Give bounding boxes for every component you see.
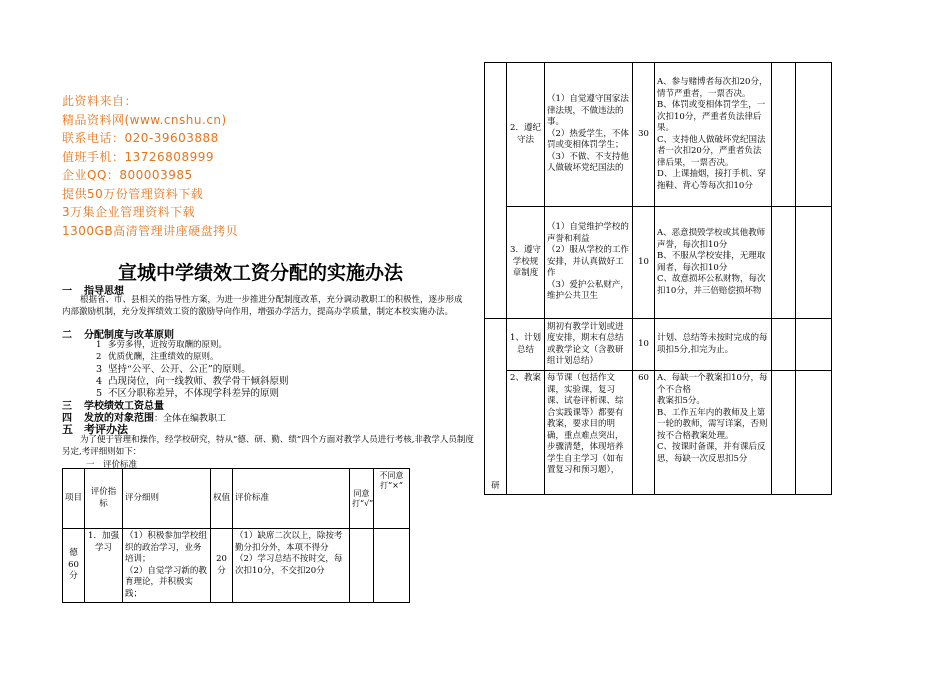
table-row <box>485 319 832 371</box>
cell-disagree <box>796 207 832 319</box>
cell-indicator: 1、计划总结 <box>507 319 545 371</box>
document-title: 宣城中学绩效工资分配的实施办法 <box>118 262 404 284</box>
evaluation-table-left <box>62 468 410 603</box>
cell-standard: A、每缺一个教案扣10分，每个不合格 教案扣5分。 B、工作五年内的教师及上第一轮的教师，需写详案，否则按不合格教案处理。 C、按课时备课，并有课后反思，每缺一次反思扣5分 <box>655 371 772 495</box>
cell-agree <box>772 371 796 495</box>
cell-project <box>485 63 507 319</box>
cell-standard: A、恶意损毁学校或其他教师声誉，每次扣10分 B、不服从学校安排，无理取闹者，每次扣10分 C、故意损坏公私财物，每次扣10分，并三倍赔偿损坏物 <box>655 207 772 319</box>
cell-indicator: 2、教案 <box>507 371 545 495</box>
cell-detail: 期初有教学计划或进度安排，期末有总结或教学论文（含教研组计划总结） <box>545 319 633 371</box>
table-row <box>485 63 832 207</box>
header-agree: 同意打“√” <box>350 469 374 529</box>
section-heading-2: 二 分配制度与改革原则 <box>62 330 174 341</box>
promo-line: 此资料来自： <box>62 94 138 108</box>
cell-disagree <box>796 371 832 495</box>
principle-item: 4 凸现岗位，向一线教师、教学骨干倾斜原则 <box>96 376 289 387</box>
promo-line: 联系电话：020-39603888 <box>62 131 219 145</box>
header-standard: 评价标准 <box>233 469 350 529</box>
cell-standard: （1）缺席二次以上，除按考勤分扣分外，本项不得分 （2）学习总结不按时交，每次扣10分，不交扣20分 <box>233 529 350 603</box>
cell-agree <box>772 319 796 371</box>
header-weight: 权值 <box>211 469 233 529</box>
section-1-text: 根据省、市、县相关的指导性方案，为进一步推进分配制度改革，充分调动教职工的积极性，逐步形成内部激励机制，充分发挥绩效工资的激励导向作用，增强办学活力，提高办学质量，制定本校实施办法。 <box>62 295 463 317</box>
cell-indicator: 3．遵守学校规章制度 <box>507 207 545 319</box>
cell-standard: 计划、总结等未按时完成的每项扣5分,扣完为止。 <box>655 319 772 371</box>
promo-line: 3万集企业管理资料下载 <box>62 205 196 219</box>
table-row <box>485 207 832 319</box>
cell-agree <box>772 207 796 319</box>
principle-item: 3 坚持“公平、公开、公正”的原则。 <box>96 364 251 375</box>
table-header-row <box>63 469 410 529</box>
promo-line: 提供50万份管理资料下载 <box>62 186 204 201</box>
section-5-subheading: 一 评价标准 <box>86 460 138 470</box>
promo-line: 精品资料网(www.cnshu.cn) <box>62 112 227 127</box>
cell-disagree <box>796 319 832 371</box>
cell-detail: （1）自觉维护学校的声誉和利益 （2）服从学校的工作安排，并认真做好工作 （3）爱护公私财产，维护公共卫生 <box>545 207 633 319</box>
cell-project: 研 <box>485 319 507 495</box>
promo-line: 企业QQ：800003985 <box>62 168 193 182</box>
principle-item: 1 多劳多得，近按劳取酬的原则。 <box>96 340 228 350</box>
table-row <box>63 529 410 603</box>
cell-agree <box>350 529 374 603</box>
cell-detail: （1）积极参加学校组织的政治学习，业务培训； （2）自觉学习新的教育理论，并积极实践； <box>123 529 211 603</box>
principle-item: 5 不区分职称差异，不体现学科差异的原则 <box>96 388 280 399</box>
cell-weight: 60 <box>633 371 655 495</box>
table-row <box>485 371 832 495</box>
section-5-text: 为了便于管理和操作，经学校研究，特从“德、研、勤、绩”四个方面对教学人员进行考核,非教学人员制度另定,考评细则如下： <box>62 435 474 457</box>
cell-weight: 10 <box>633 207 655 319</box>
cell-detail: （1）自觉遵守国家法律法规，不做违法的事。 （2）热爱学生，不体罚或变相体罚学生； （3）不做、不支持他人做破坏党纪国法的 <box>545 63 633 207</box>
cell-project: 德60分 <box>63 529 85 603</box>
header-project: 项目 <box>63 469 85 529</box>
section-heading-1: 一 指导思想 <box>62 286 124 297</box>
section-heading-3: 三 学校绩效工资总量 <box>62 401 164 412</box>
cell-detail: 每节课（包括作文课，实验课，复习课、试卷评析课、综合实践课等）都要有教案，要求目的明确，重点难点突出，步骤清楚，体现培养学生自主学习（如布置复习和预习题）， <box>545 371 633 495</box>
cell-disagree <box>796 63 832 207</box>
promo-line: 1300GB高清管理讲座硬盘拷贝 <box>62 223 239 238</box>
section-heading-5: 五 考评办法 <box>62 423 128 436</box>
cell-weight: 20分 <box>211 529 233 603</box>
cell-disagree <box>374 529 410 603</box>
principle-item: 2 优质优酬，注重绩效的原则。 <box>96 352 219 362</box>
evaluation-table-right <box>484 62 832 495</box>
cell-weight: 30 <box>633 63 655 207</box>
cell-agree <box>772 63 796 207</box>
header-detail: 评分细则 <box>123 469 211 529</box>
header-indicator: 评价指标 <box>85 469 123 529</box>
cell-standard: A、参与赌博者每次扣20分，情节严重者，一票否决。 B、体罚或变相体罚学生，一次扣10分，严重者负法律后果。 C、支持他人做破坏党纪国法者一次扣20分，严重者负法律后果，一票否决。 D、上课抽烟，接打手机、穿拖鞋、背心等每次扣10分 <box>655 63 772 207</box>
cell-weight: 10 <box>633 319 655 371</box>
promo-line: 值班手机：13726808999 <box>62 149 214 164</box>
header-disagree: 不同意打“×” <box>374 469 410 529</box>
promo-block <box>62 92 238 240</box>
cell-indicator: 2．遵纪守法 <box>507 63 545 207</box>
cell-indicator: 1．加强学习 <box>85 529 123 603</box>
section-heading-4: 四 发放的对象范围：全体在编教职工 <box>62 413 227 424</box>
